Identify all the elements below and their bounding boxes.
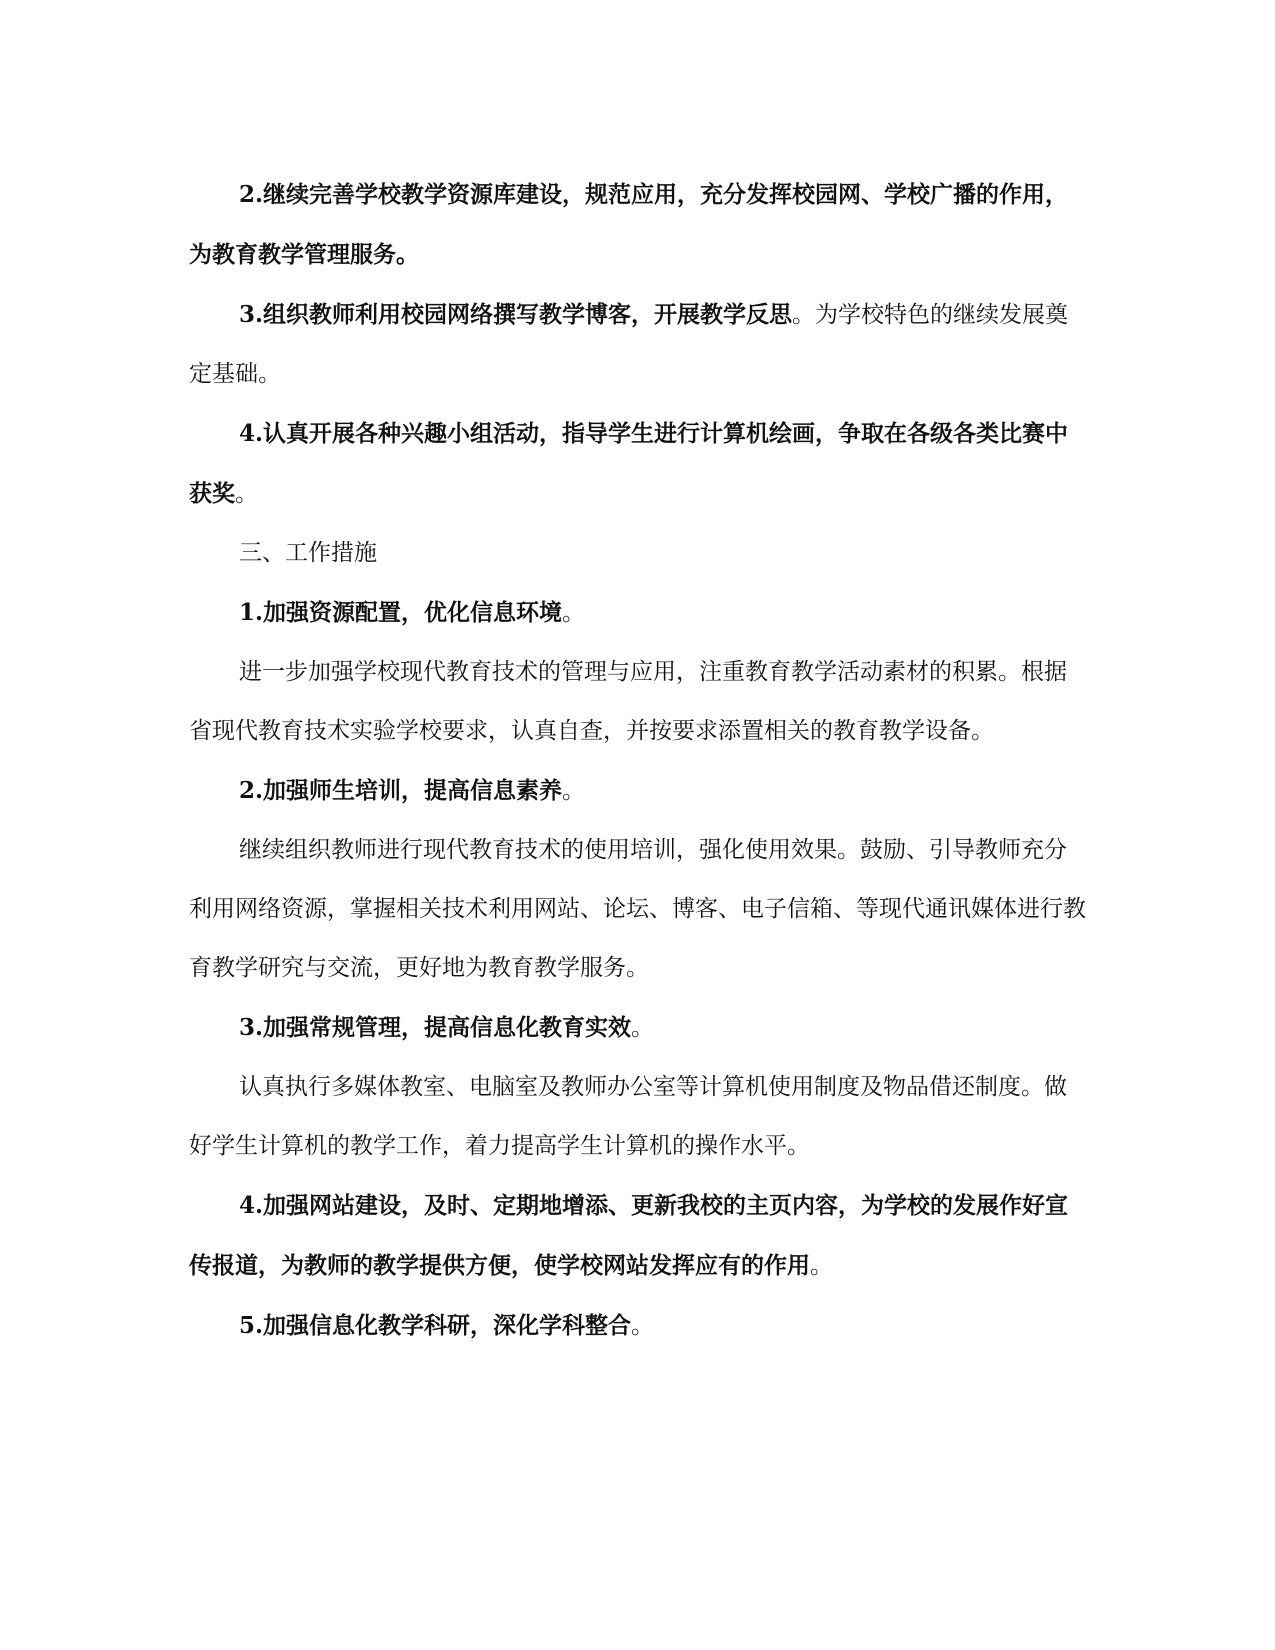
paragraph-text: 进一步加强学校现代教育技术的管理与应用，注重教育教学活动素材的积累。根据省现代教育技术实验学校要求，认真自查，并按要求添置相关的教育教学设备。 (189, 659, 1067, 744)
heading-punct: 。 (562, 778, 586, 804)
heading-punct: 。 (631, 1015, 655, 1041)
paragraph-text-bold: 4.加强网站建设，及时、定期地增添、更新我校的主页内容，为学校的发展作好宣传报道，为教师的教学提供方便，使学校网站发挥应有的作用 (189, 1192, 1069, 1279)
measure-1-body (189, 643, 1089, 761)
measure-2-heading (189, 761, 1089, 821)
document-body (189, 165, 1089, 1356)
paragraph-text-bold: 4.认真开展各种兴趣小组活动，指导学生进行计算机绘画，争取在各级各类比赛中获奖 (189, 420, 1069, 507)
heading-text: 三、工作措施 (239, 540, 377, 566)
paragraph-goal-3 (189, 285, 1089, 404)
paragraph-goal-4 (189, 404, 1089, 524)
heading-text-bold: 5.加强信息化教学科研，深化学科整合 (239, 1312, 632, 1339)
heading-text-bold: 1.加强资源配置，优化信息环境 (239, 599, 563, 626)
heading-punct: 。 (562, 600, 586, 626)
paragraph-text: 认真执行多媒体教室、电脑室及教师办公室等计算机使用制度及物品借还制度。做好学生计算机的教学工作，着力提高学生计算机的操作水平。 (189, 1074, 1067, 1159)
paragraph-text: 继续组织教师进行现代教育技术的使用培训，强化使用效果。鼓励、引导教师充分利用网络资源，掌握相关技术利用网站、论坛、博客、电子信箱、等现代通讯媒体进行教育教学研究与交流，更好地为教育教学服务。 (189, 837, 1086, 981)
paragraph-text: 。为学校特色的继续发展奠定基础。 (189, 302, 1069, 387)
heading-text-bold: 3.加强常规管理，提高信息化教育实效 (239, 1014, 632, 1041)
heading-text-bold: 2.加强师生培训，提高信息素养 (239, 777, 563, 804)
paragraph-text: 。 (235, 481, 258, 507)
measure-4-paragraph (189, 1176, 1089, 1296)
heading-punct: 。 (631, 1313, 655, 1339)
section-heading-measures (189, 524, 1089, 583)
measure-1-heading (189, 583, 1089, 643)
paragraph-text-bold: 3.组织教师利用校园网络撰写教学博客，开展教学反思 (239, 301, 793, 328)
measure-3-heading (189, 998, 1089, 1058)
paragraph-goal-2 (189, 165, 1089, 285)
measure-5-heading (189, 1296, 1089, 1356)
measure-3-body (189, 1058, 1089, 1176)
paragraph-text: 2.继续完善学校教学资源库建设，规范应用，充分发挥校园网、学校广播的作用，为教育教学管理服务。 (189, 181, 1069, 268)
paragraph-punct: 。 (810, 1253, 833, 1279)
measure-2-body (189, 821, 1089, 998)
